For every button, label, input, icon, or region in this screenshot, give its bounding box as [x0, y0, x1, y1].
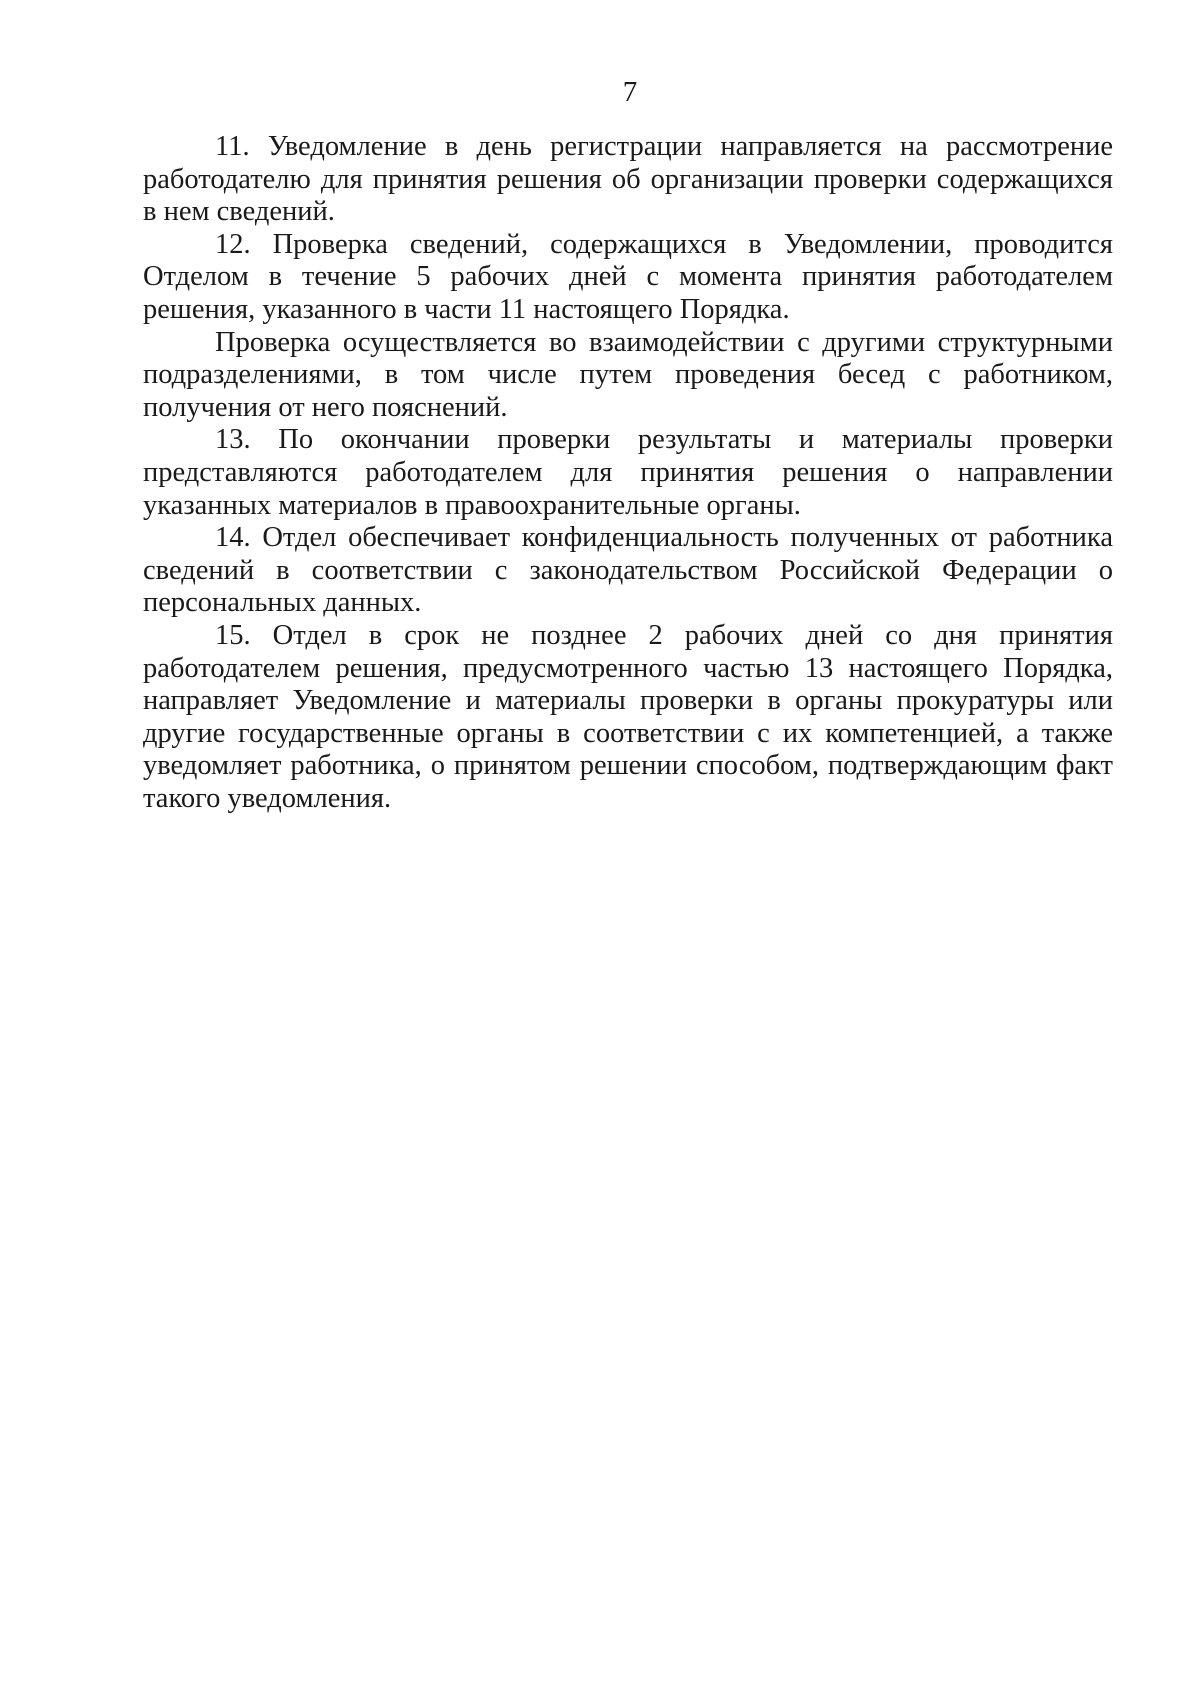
- paragraph-13: 13. По окончании проверки результаты и материалы проверки представляются работодателем для принятия решения о направлении указанных материалов в правоохранительные органы.: [143, 424, 1113, 521]
- paragraph-12-continuation: Проверка осуществляется во взаимодействии с другими структурными подразделениями, в том числе путем проведения бесед с работником, получения от него пояснений.: [143, 326, 1113, 423]
- paragraph-14: 14. Отдел обеспечивает конфиденциальность полученных от работника сведений в соответствии с законодательством Российской Федерации о персональных данных.: [143, 522, 1113, 619]
- document-body: [143, 131, 1113, 815]
- page-number: 7: [622, 76, 638, 108]
- paragraph-15: 15. Отдел в срок не позднее 2 рабочих дней со дня принятия работодателем решения, предусмотренного частью 13 настоящего Порядка, направляет Уведомление и материалы проверки в органы прокуратуры или другие государственные органы в соответствии с их компетенцией, а также уведомляет работника, о принятом решении способом, подтверждающим факт такого уведомления.: [143, 619, 1113, 814]
- paragraph-12: 12. Проверка сведений, содержащихся в Уведомлении, проводится Отделом в течение 5 рабочих дней с момента принятия работодателем решения, указанного в части 11 настоящего Порядка.: [143, 228, 1113, 325]
- paragraph-11: 11. Уведомление в день регистрации направляется на рассмотрение работодателю для принятия решения об организации проверки содержащихся в нем сведений.: [143, 131, 1113, 228]
